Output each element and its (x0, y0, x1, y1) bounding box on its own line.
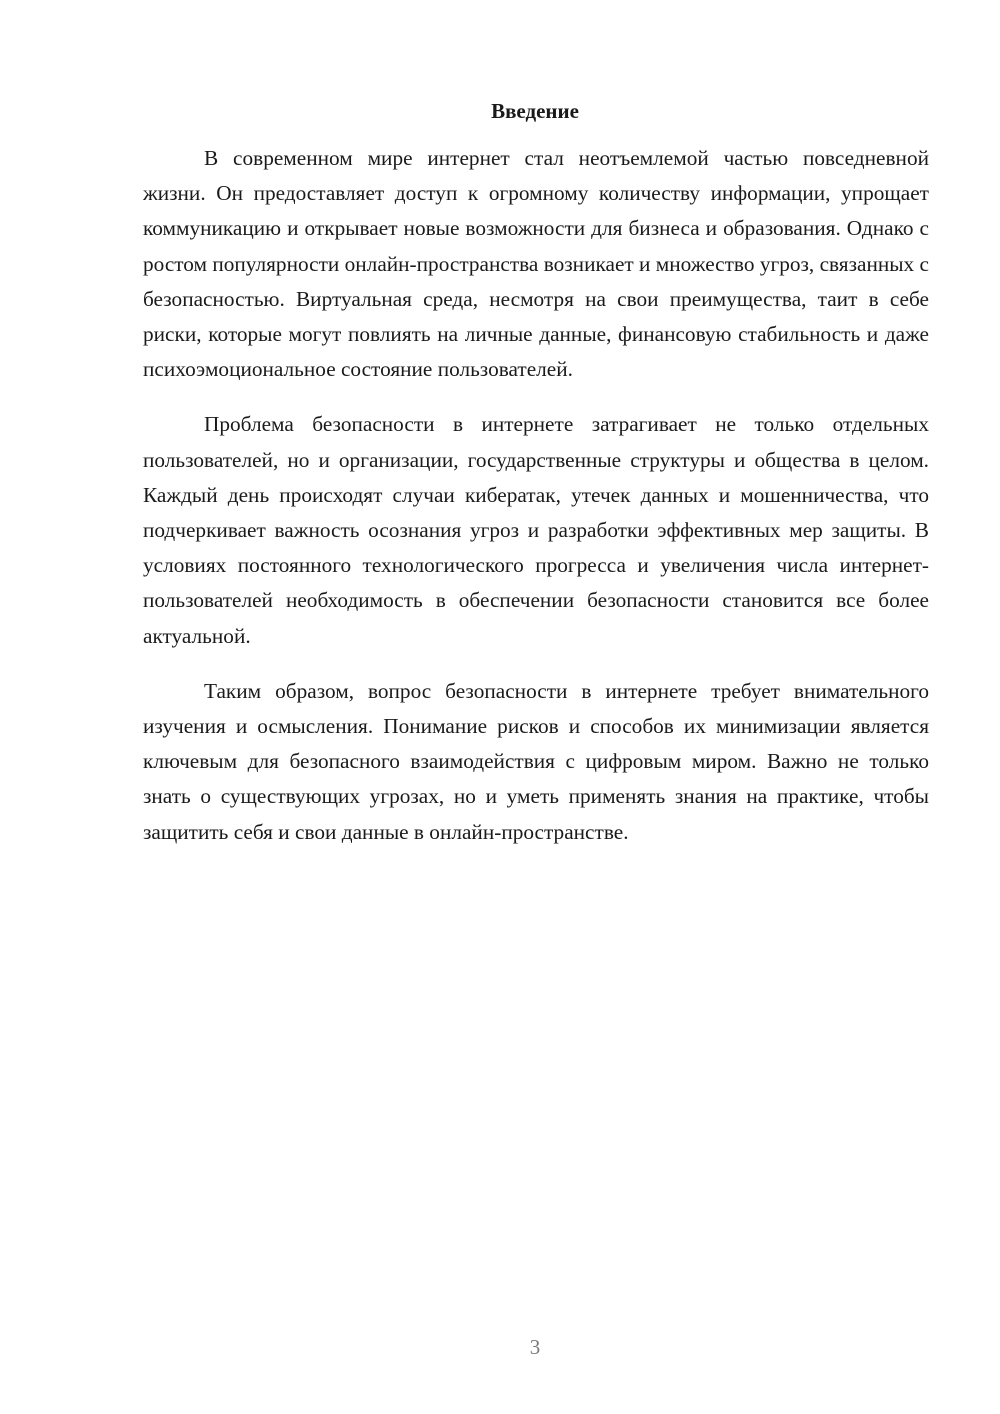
paragraph-2: Проблема безопасности в интернете затрагивает не только отдельных пользователей, но и организации, государственные структуры и общества в целом. Каждый день происходят случаи кибератак, утечек данных и мошенничества, что подчеркивает важность осознания угроз и разработки эффективных мер защиты. В условиях постоянного технологического прогресса и увеличения числа интернет-пользователей необходимость в обеспечении безопасности становится все более актуальной. (143, 412, 929, 648)
document-body (143, 141, 929, 870)
section-title: Введение (491, 99, 579, 123)
page-number: 3 (529, 1335, 541, 1359)
paragraph-3: Таким образом, вопрос безопасности в интернете требует внимательного изучения и осмысления. Понимание рисков и способов их минимизации является ключевым для безопасного взаимодействия с цифровым миром. Важно не только знать о существующих угрозах, но и уметь применять знания на практике, чтобы защитить себя и свои данные в онлайн-пространстве. (143, 678, 929, 844)
paragraph-1: В современном мире интернет стал неотъемлемой частью повседневной жизни. Он предоставляет доступ к огромному количеству информации, упрощает коммуникацию и открывает новые возможности для бизнеса и образования. Однако с ростом популярности онлайн-пространства возникает и множество угроз, связанных с безопасностью. Виртуальная среда, несмотря на свои преимущества, таит в себе риски, которые могут повлиять на личные данные, финансовую стабильность и даже психоэмоциональное состояние пользователей. (143, 146, 929, 382)
